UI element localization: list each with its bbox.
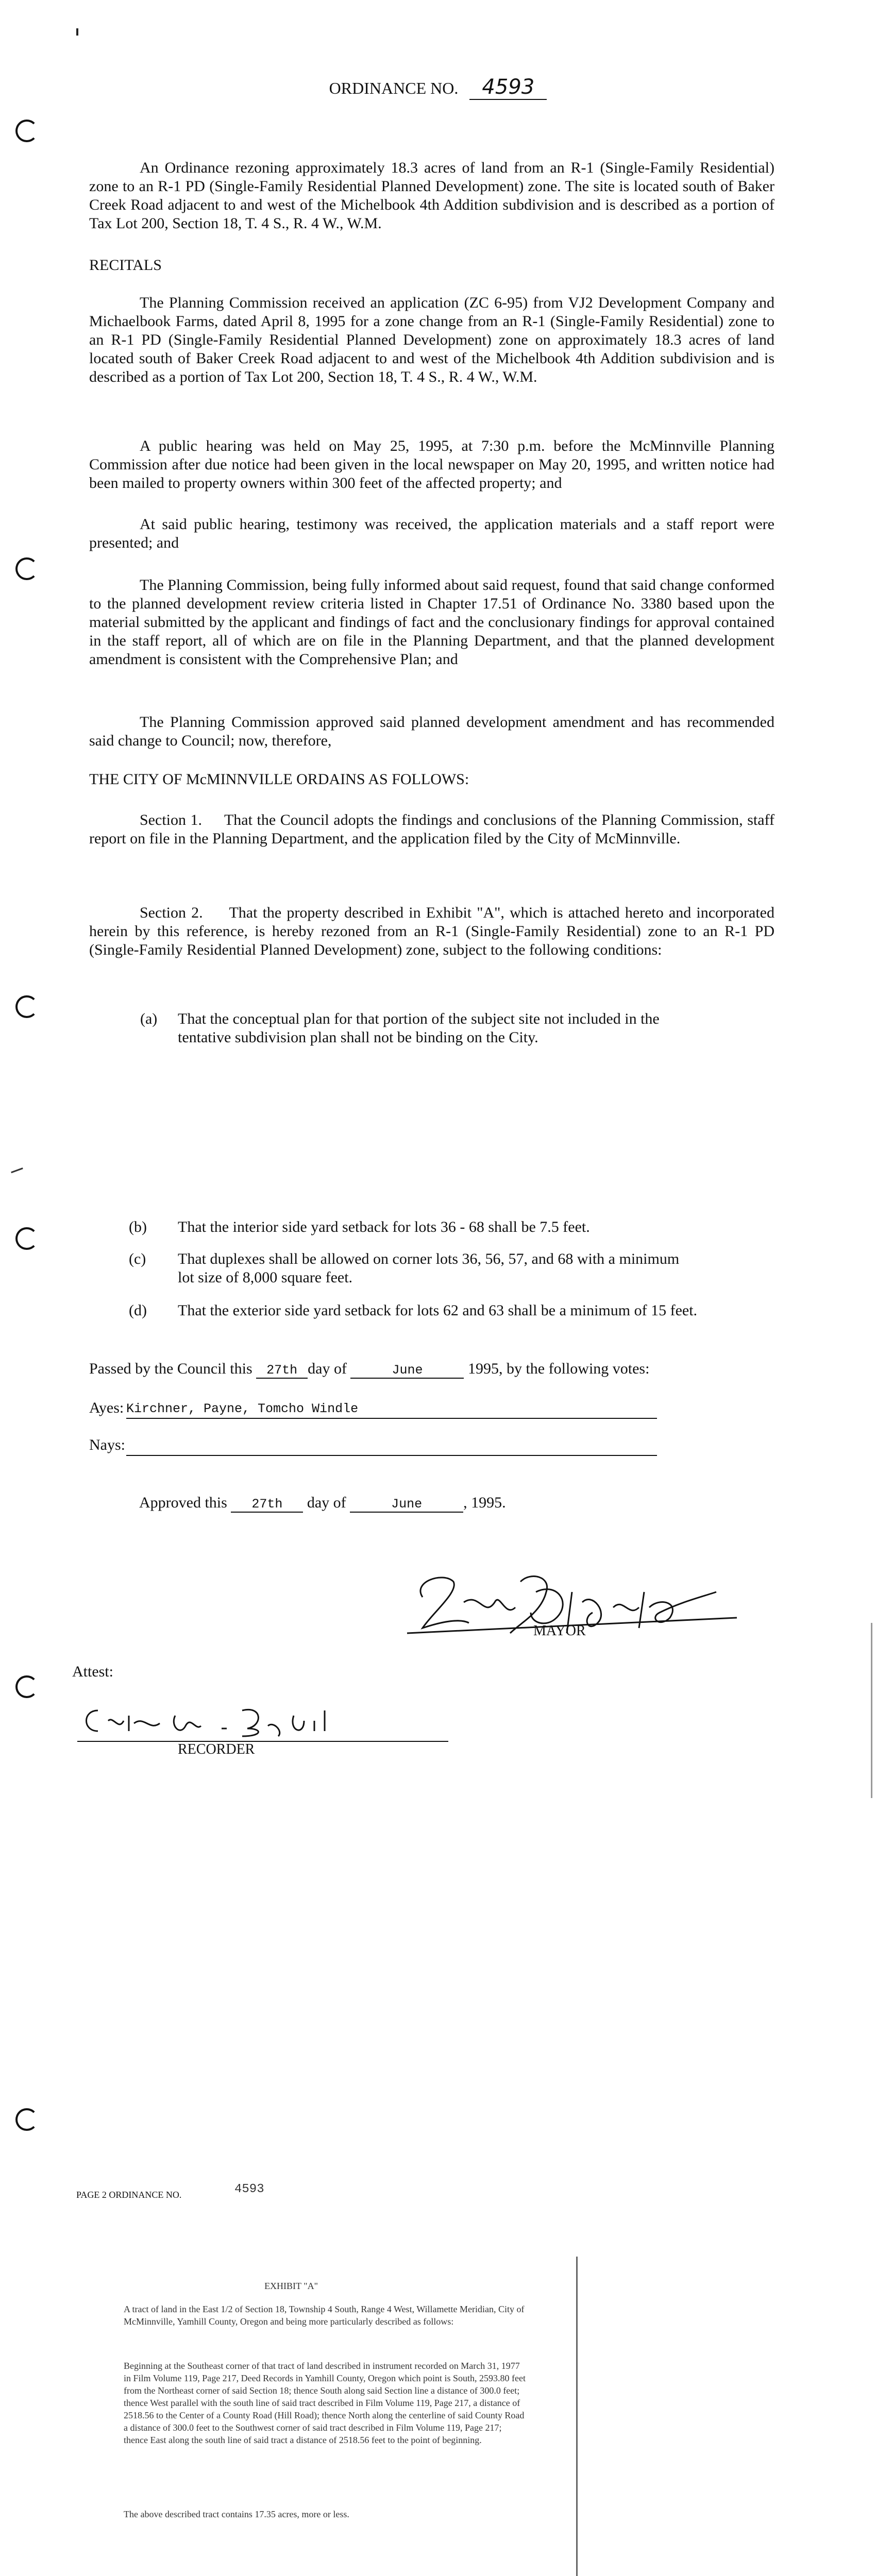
- exhibit-description: Beginning at the Southeast corner of that tract of land described in instrument recorded on March 31, 1977 in Film Volume 119, Page 217, Deed Records in Yamhill County, Oregon which point is South, 2593.80 feet from the Northeast corner of said Section 18; thence South along said Section line a distance of 300.0 feet; thence West parallel with the south line of said tract described in Film Volume 119, Page 217, a distance of 2518.56 to the Center of a County Road (Hill Road); thence North along the centerline of said County Road a distance of 300.0 feet to the Southwest corner of said tract described in Film Volume 119, Page 217; thence East along the south line of said tract a distance of 2518.56 feet to the point of beginning.: [124, 2361, 526, 2445]
- recital-paragraph: [89, 294, 774, 386]
- punch-hole-mark: [15, 995, 38, 1018]
- section-label: Section 2.: [140, 904, 203, 921]
- recital-text: A public hearing was held on May 25, 1995, at 7:30 p.m. before the McMinnville Planning Commission after due notice had been given in the local newspaper on May 20, 1995, and written notice had been mailed to property owners within 300 feet of the affected property; and: [89, 437, 774, 492]
- approved-suffix: , 1995.: [463, 1494, 506, 1511]
- approved-prefix: Approved this: [139, 1494, 227, 1511]
- condition-letter: (c): [129, 1250, 146, 1267]
- recital-text: The Planning Commission, being fully informed about said request, found that said change conformed to the planned development review criteria listed in Chapter 17.51 of Ordinance No. 3380 based upon the material submitted by the applicant and findings of fact and the conclusionary findings for approval contained in the staff report, all of which are on file in the Planning Department, and that the planned development amendment is consistent with the Comprehensive Plan; and: [89, 577, 774, 668]
- recital-text: The Planning Commission received an application (ZC 6-95) from VJ2 Development Company and Michaelbook Farms, dated April 8, 1995 for a zone change from an R-1 (Single-Family Residential) zone to an R-1 PD (Single-Family Residential Planned Development) zone on approximately 18.3 acres of land located south of Baker Creek Road adjacent to and west of the Michelbook 4th Addition subdivision and is described as a portion of Tax Lot 200, Section 18, T. 4 S., R. 4 W., W.M.: [89, 294, 774, 385]
- mayor-label: MAYOR: [533, 1623, 586, 1639]
- punch-hole-mark: [15, 1227, 38, 1250]
- section-1: [89, 811, 774, 848]
- condition-letter: (a): [140, 1010, 158, 1027]
- approved-day: 27th: [231, 1497, 303, 1513]
- approved-day-of: day of: [307, 1494, 346, 1511]
- passed-month: June: [350, 1363, 464, 1379]
- passed-prefix: Passed by the Council this: [89, 1360, 252, 1377]
- page2-header-label: PAGE 2 ORDINANCE NO.: [76, 2190, 182, 2200]
- section-label: Section 1.: [140, 811, 203, 828]
- recorder-label: RECORDER: [178, 1741, 255, 1757]
- passed-suffix: 1995, by the following votes:: [467, 1360, 650, 1377]
- ordains-heading: THE CITY OF McMINNVILLE ORDAINS AS FOLLOWS:: [89, 771, 469, 788]
- condition-text: That the conceptual plan for that portion of the subject site not included in the tentative subdivision plan shall not be binding on the City.: [178, 1010, 660, 1046]
- condition-text: That duplexes shall be allowed on corner lots 36, 56, 57, and 68 with a minimum lot size of 8,000 square feet.: [178, 1250, 680, 1286]
- section-2: [89, 904, 774, 959]
- ayes-value: Kirchner, Payne, Tomcho Windle: [126, 1401, 657, 1419]
- exhibit-intro: A tract of land in the East 1/2 of Section 18, Township 4 South, Range 4 West, Willamette Meridian, City of McMinnville, Yamhill County, Oregon and being more particularly described as follows:: [124, 2304, 525, 2327]
- punch-hole-mark: [15, 120, 38, 142]
- recital-paragraph: [89, 437, 774, 493]
- ordinance-number-handwritten: 4593: [469, 75, 547, 100]
- condition-letter: (b): [129, 1218, 147, 1235]
- passed-line: [89, 1360, 649, 1379]
- exhibit-acreage: The above described tract contains 17.35 acres, more or less.: [124, 2509, 349, 2519]
- recorder-signature: [77, 1700, 448, 1747]
- section-text: That the Council adopts the findings and conclusions of the Planning Commission, staff report on file in the Planning Department, and the application filed by the City of McMinnville.: [89, 811, 774, 847]
- nays-value: [126, 1438, 657, 1456]
- section-text: That the property described in Exhibit "A", which is attached hereto and incorporated herein by this reference, is hereby rezoned from an R-1 (Single-Family Residential) zone to an R-1 PD (Single-Family Residential Planned Development) zone, subject to the following conditions:: [89, 904, 774, 958]
- attest-label: Attest:: [72, 1663, 113, 1680]
- nays-label: Nays:: [89, 1436, 125, 1453]
- punch-hole-mark: [15, 2108, 38, 2131]
- scan-speck: [76, 28, 78, 36]
- scan-edge-line: [576, 2257, 578, 2576]
- recital-paragraph: [89, 515, 774, 552]
- mayor-signature: [402, 1561, 742, 1654]
- condition-text: That the interior side yard setback for lots 36 - 68 shall be 7.5 feet.: [178, 1218, 590, 1235]
- recital-text: At said public hearing, testimony was received, the application materials and a staff report were presented; and: [89, 516, 774, 551]
- title-prefix: ORDINANCE NO.: [329, 79, 459, 97]
- intro-paragraph: [89, 159, 774, 233]
- punch-hole-mark: [15, 557, 38, 580]
- condition-text: That the exterior side yard setback for lots 62 and 63 shall be a minimum of 15 feet.: [178, 1302, 698, 1319]
- intro-text: An Ordinance rezoning approximately 18.3 acres of land from an R-1 (Single-Family Residential) zone to an R-1 PD (Single-Family Residential Planned Development) zone. The site is located south of Baker Creek Road adjacent to and west of the Michelbook 4th Addition subdivision and is described as a portion of Tax Lot 200, Section 18, T. 4 S., R. 4 W., W.M.: [89, 159, 774, 232]
- exhibit-title: EXHIBIT "A": [264, 2281, 318, 2291]
- passed-day-of: day of: [308, 1360, 347, 1377]
- recital-text: The Planning Commission approved said planned development amendment and has recommended said change to Council; now, therefore,: [89, 714, 774, 749]
- ayes-label: Ayes:: [89, 1399, 124, 1416]
- recitals-heading: RECITALS: [89, 257, 162, 274]
- scan-edge-shadow: [871, 1623, 872, 1798]
- scan-mark: [11, 1167, 24, 1176]
- approved-month: June: [350, 1497, 463, 1513]
- condition-letter: (d): [129, 1302, 147, 1319]
- page2-header: [76, 2190, 181, 2200]
- ordinance-title: [0, 75, 876, 100]
- recital-paragraph: [89, 713, 774, 750]
- recital-paragraph: [89, 576, 774, 669]
- punch-hole-mark: [15, 1675, 38, 1698]
- approved-line: [139, 1494, 506, 1513]
- passed-day: 27th: [256, 1363, 308, 1379]
- page2-ordinance-number: 4593: [234, 2182, 264, 2196]
